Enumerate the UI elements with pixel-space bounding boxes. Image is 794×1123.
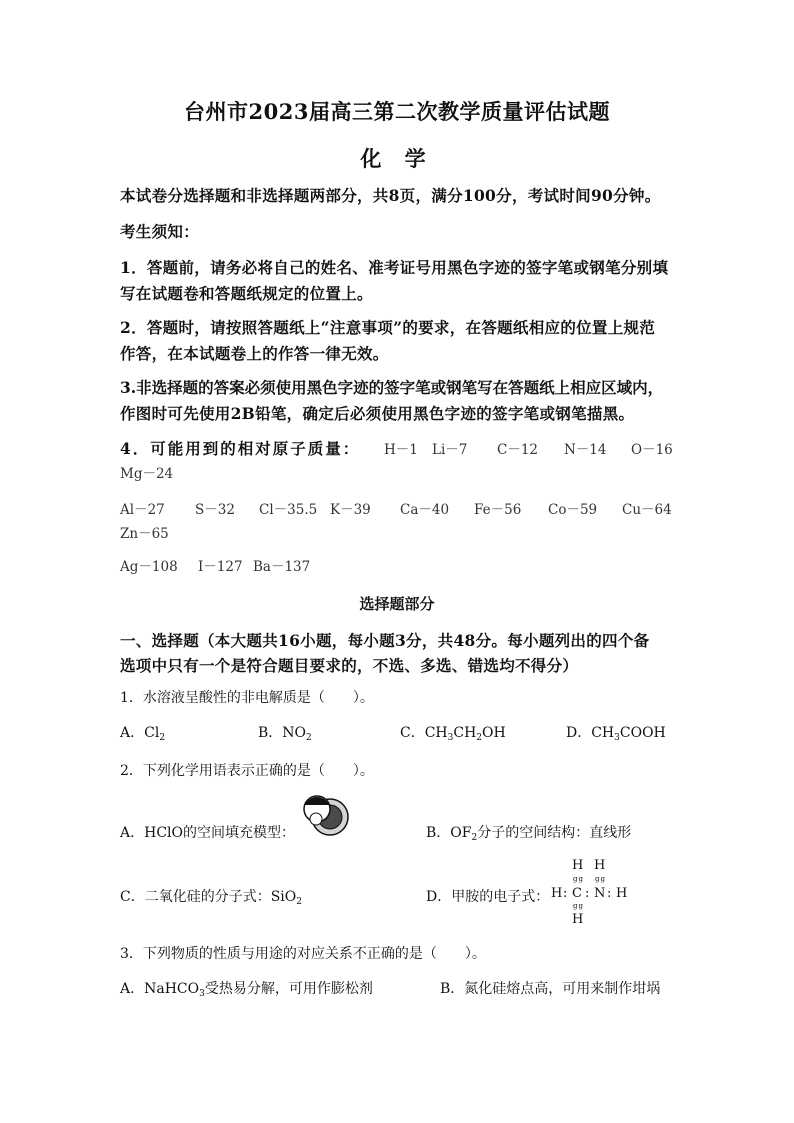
lewis-dots-top-n: gg [595, 875, 606, 883]
notice-item-2-line-2: 作答，在本试题卷上的作答一律无效。 [120, 344, 389, 363]
mass-li: Li－7 [432, 442, 468, 458]
exam-intro: 本试卷分选择题和非选择题两部分，共8页，满分100分，考试时间90分钟。 [120, 186, 661, 205]
lewis-h-right: H [616, 886, 628, 901]
lewis-dots-top-c: gg [573, 875, 584, 883]
question-2-option-d: D．甲胺的电子式： [426, 889, 550, 905]
lewis-colon-3: : [607, 886, 612, 901]
question-2-option-a: A．HClO的空间填充模型： [120, 825, 295, 841]
question-1-option-c: C．$CH_3CH_2OH$ [400, 725, 506, 743]
mass-o: O－16 [631, 442, 673, 458]
notice-item-2-line-1: 2．答题时，请按照答题纸上“注意事项”的要求，在答题纸相应的位置上规范 [120, 318, 656, 337]
question-3-stem: 3．下列物质的性质与用途的对应关系不正确的是（ ）。 [120, 946, 486, 962]
mass-h: H－1 [384, 442, 418, 458]
lewis-h-left: H [551, 886, 563, 901]
question-1-option-b: B．$NO_2$ [258, 725, 312, 743]
notice-heading: 考生须知： [120, 222, 200, 241]
hclo-space-filling-model-image [300, 795, 352, 841]
mass-ca: Ca－40 [400, 502, 450, 518]
lewis-colon-1: : [563, 886, 568, 901]
lewis-h-top-n: H [594, 858, 606, 873]
question-2-stem: 2．下列化学用语表示正确的是（ ）。 [120, 763, 374, 779]
section-title: 选择题部分 [359, 595, 435, 613]
mass-al: Al－27 [120, 502, 165, 518]
section-heading-line-1: 一、选择题（本大题共16小题，每小题3分，共48分。每小题列出的四个备 [120, 631, 650, 650]
question-2-option-c: C．二氧化硅的分子式：SiO$_2$ [120, 889, 302, 907]
mass-co: Co－59 [548, 502, 598, 518]
question-1-stem: 1．水溶液呈酸性的非电解质是（ ）。 [120, 690, 374, 706]
lewis-h-bottom: H [572, 912, 584, 927]
question-1-option-d: D．$CH_3COOH$ [566, 725, 666, 743]
notice-item-1-line-2: 写在试题卷和答题纸规定的位置上。 [120, 284, 373, 303]
mass-ag: Ag－108 [120, 559, 178, 575]
notice-item-4-label: 4．可能用到的相对原子质量： [120, 439, 361, 458]
mass-s: S－32 [195, 502, 235, 518]
subject-title: 化 学 [360, 146, 434, 171]
mass-cl: Cl－35.5 [259, 502, 318, 518]
question-3-option-a: A．NaHCO$_3$受热易分解，可用作膨松剂 [120, 981, 373, 999]
mass-c: C－12 [497, 442, 539, 458]
notice-item-3-line-1: 3.非选择题的答案必须使用黑色字迹的签字笔或钢笔写在答题纸上相应区域内， [120, 378, 664, 397]
mass-fe: Fe－56 [474, 502, 522, 518]
lewis-colon-2: : [585, 886, 590, 901]
lewis-c: C [572, 886, 582, 901]
mass-k: K－39 [330, 502, 371, 518]
mass-i: I－127 [198, 559, 243, 575]
mass-mg: Mg－24 [120, 466, 174, 482]
lewis-n: N [594, 886, 606, 901]
mass-zn: Zn－65 [120, 526, 169, 542]
lewis-dots-bottom-c: gg [573, 902, 584, 910]
question-1-option-a: A．$Cl_2$ [120, 725, 166, 743]
exam-title: 台州市2023届高三第二次教学质量评估试题 [184, 99, 610, 124]
notice-item-3-line-2: 作图时可先使用2B铅笔，确定后必须使用黑色字迹的签字笔或钢笔描黑。 [120, 404, 635, 423]
notice-item-1-line-1: 1．答题前，请务必将自己的姓名、准考证号用黑色字迹的签字笔或钢笔分别填 [120, 258, 669, 277]
mass-ba: Ba－137 [253, 559, 311, 575]
section-heading-line-2: 选项中只有一个是符合题目要求的，不选、多选、错选均不得分） [120, 656, 579, 675]
lewis-h-top-c: H [572, 858, 584, 873]
question-2-option-b: B．$OF_2$分子的空间结构：直线形 [426, 825, 632, 843]
mass-cu: Cu－64 [622, 502, 672, 518]
mass-n: N－14 [564, 442, 607, 458]
question-3-option-b: B．氮化硅熔点高，可用来制作坩埚 [440, 981, 661, 997]
